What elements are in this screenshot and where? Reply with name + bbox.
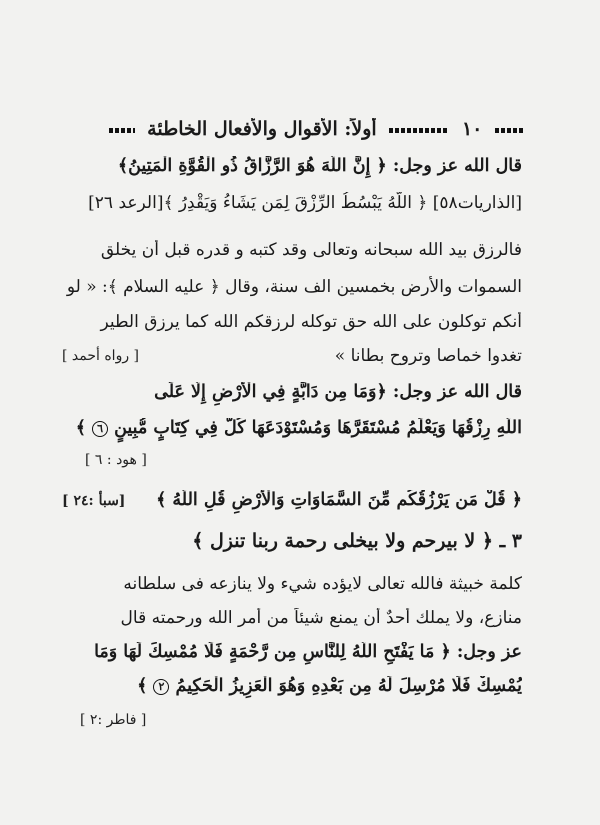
section-heading [65,118,525,144]
block3-verse-close: ﴾ [75,418,86,438]
block1-line1: قال الله عز وجل: ﴿ إِنَّ اللَّهَ هُوَ الرَّزَّاقُ ذُو الْقُوَّةِ الْمَتِينُ﴾ [117,156,522,176]
block2-line2: السموات والأرض بخمسين الف سنة، وقال ﴿ عليه السلام ﴾: « لو [66,277,522,297]
section-number: ١٠ [461,118,483,140]
block2-line3: أنكم توكلون على الله حق توكله لرزقكم الله كما يرزق الطير [100,312,522,332]
block5-line4 [62,676,522,704]
heading-ornament-left [109,128,135,133]
block2-line4 [62,346,522,372]
block4-reference: [سبأ :٢٤ ] [62,493,126,509]
heading-ornament-mid [389,128,449,133]
block5-line1: كلمة خبيثة فالله تعالى لايؤده شيء ولا ينازعه فى سلطانه [123,574,522,594]
block3-line1: قال الله عز وجل: ﴿وَمَا مِن دَابَّةٍ فِي الْأَرْضِ إِلَّا عَلَى [154,382,522,402]
block5-line2: منازع، ولا يملك أحدٌ أن يمنع شيئاً من أمر الله ورحمته قال [120,608,522,628]
block3-line2 [62,418,522,446]
block2-line4-text: تغدوا خماصا وتروح بطانا » [334,346,522,366]
block3-verse-text: اللَّهِ رِزْقُهَا وَيَعْلَمُ مُسْتَقَرَّهَا وَمُسْتَوْدَعَهَا كُلٌّ فِي كِتَابٍ مُّبِينٍ [114,418,522,438]
section2-heading: ٣ ـ ﴿ لا بيرحم ولا بيخلى رحمة ربنا تنزل ﴾ [192,530,522,552]
block2-line1: فالرزق بيد الله سبحانه وتعالى وقد كتبه و قدره قبل أن يخلق [100,240,522,260]
block5-verse-close: ﴾ [137,676,148,696]
verse-number-badge: ٢ [153,679,169,695]
block2-reference: [ رواه أحمد ] [62,348,140,364]
block5-line3: عز وجل: ﴿ مَا يَفْتَحِ اللَّهُ لِلنَّاسِ مِن رَّحْمَةٍ فَلَا مُمْسِكَ لَهَا وَمَا [94,642,522,662]
block5-verse-text: يُمْسِكْ فَلَا مُرْسِلَ لَهُ مِن بَعْدِهِ وَهُوَ الْعَزِيزُ الْحَكِيمُ [175,676,522,696]
block1-line2: [الذاريات٥٨] ﴿ اللَّهُ يَبْسُطُ الرِّزْقَ لِمَن يَشَاءُ وَيَقْدِرُ ﴾[الرعد ٢٦] [88,193,522,213]
block5-reference: [ فاطر :٢ ] [80,712,147,728]
block4-line [62,490,522,518]
heading-ornament-right [495,128,525,133]
section-title: أولاً: الأقوال والأفعال الخاطئة [147,118,377,140]
verse-number-badge: ٦ [92,421,108,437]
block3-reference: [ هود : ٦ ] [85,452,147,468]
block4-verse: ﴿ قُلْ مَن يَرْزُقُكُم مِّنَ السَّمَاوَاتِ وَالْأَرْضِ قُلِ اللَّهُ ﴾ [156,490,522,510]
